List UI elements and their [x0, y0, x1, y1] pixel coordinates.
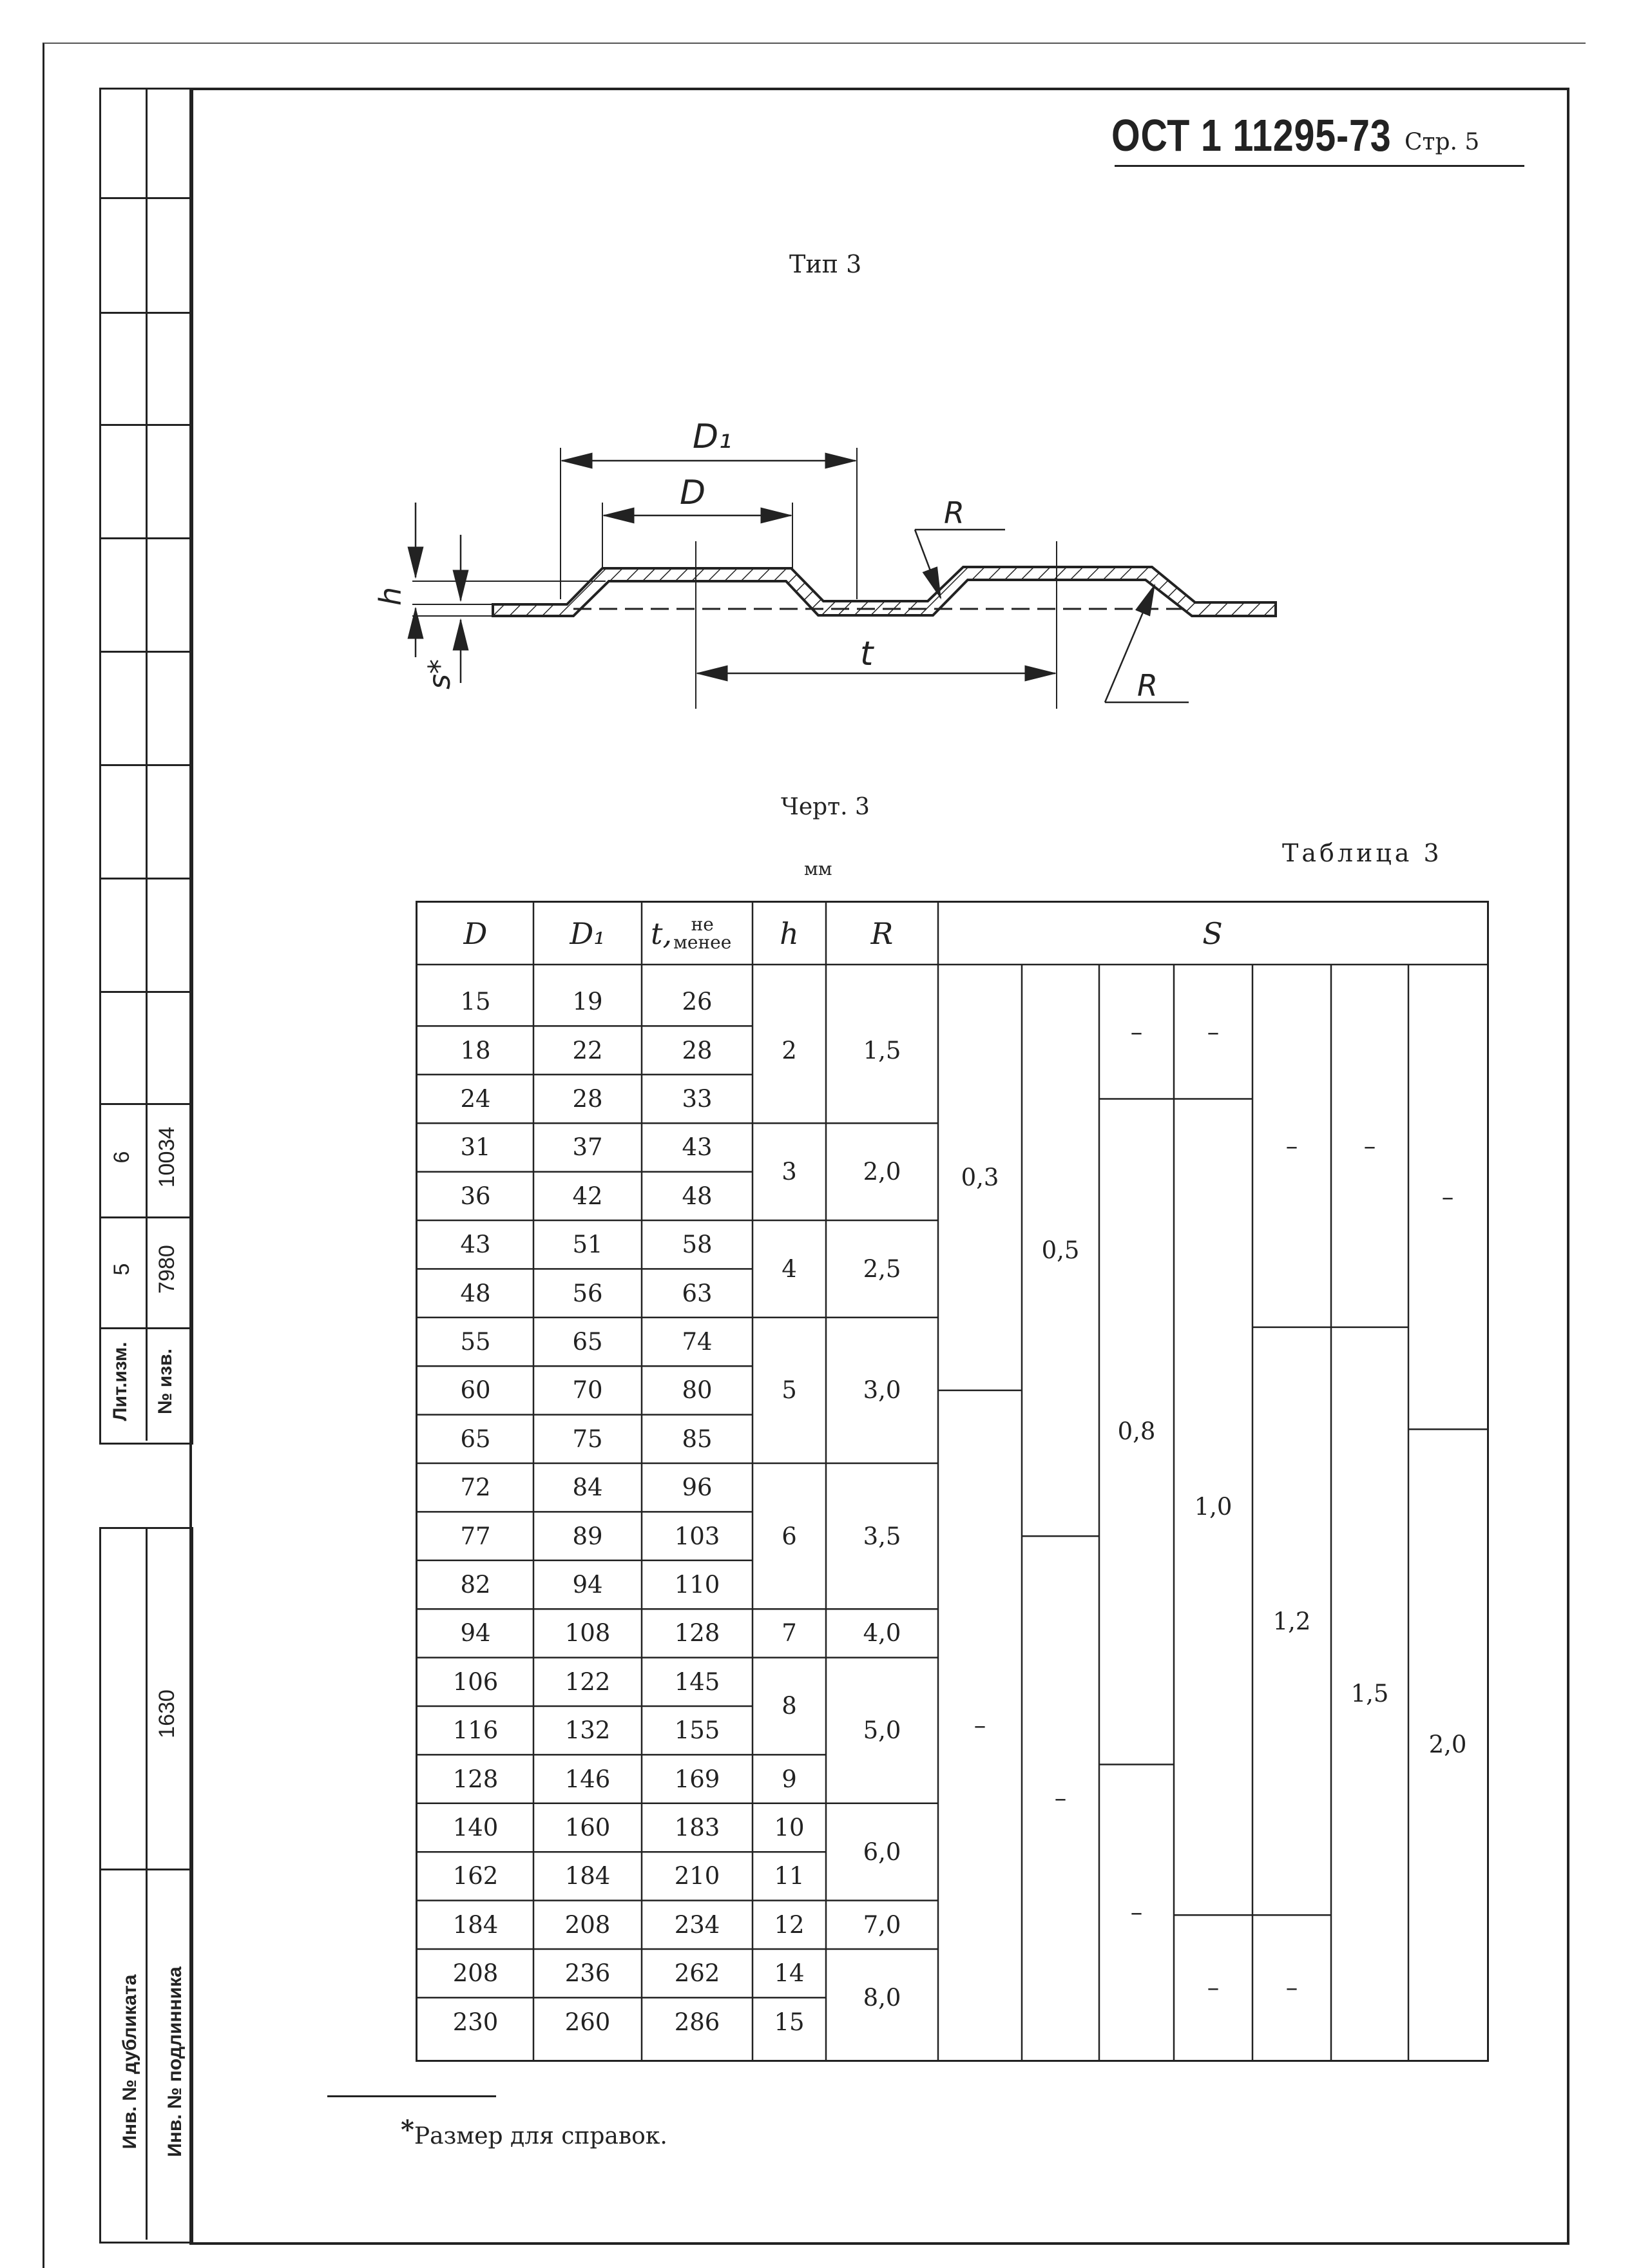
cell-d: 65 [460, 1425, 491, 1453]
strip-divider [146, 1527, 148, 2240]
document-code: ОСТ 1 11295-73 [1111, 110, 1392, 160]
cell-t: 183 [674, 1813, 720, 1841]
cell-d: 162 [452, 1862, 499, 1890]
cell-t: 286 [674, 2008, 720, 2036]
cell-t: 103 [674, 1522, 720, 1550]
strip-cell-line [99, 764, 189, 766]
cell-d: 128 [452, 1765, 499, 1793]
s-value: – [1207, 1017, 1220, 1046]
cell-h: 9 [782, 1765, 797, 1793]
cell-d: 36 [460, 1182, 491, 1210]
s-value: – [1363, 1131, 1376, 1160]
s-value: – [1285, 1131, 1298, 1160]
type-label: Тип 3 [789, 250, 862, 278]
strip-cell-line [99, 312, 189, 314]
s-value: 2,0 [1428, 1731, 1467, 1759]
s-value: 1,5 [1350, 1679, 1389, 1707]
cell-d1: 160 [564, 1813, 611, 1841]
s-value: 0,5 [1041, 1236, 1080, 1265]
cell-d1: 236 [564, 1959, 611, 1988]
strip-cell-line [99, 1216, 189, 1218]
strip-cell-line [99, 1103, 189, 1105]
cell-d1: 70 [572, 1376, 603, 1405]
cell-d1: 51 [572, 1231, 603, 1259]
cell-d: 55 [460, 1327, 491, 1356]
cell-d1: 28 [572, 1084, 603, 1113]
cell-d: 15 [460, 988, 491, 1016]
cell-d: 94 [460, 1619, 491, 1648]
cell-r: 5,0 [863, 1716, 901, 1745]
header-t-note [673, 916, 731, 952]
cell-r: 3,0 [863, 1376, 901, 1405]
cell-h: 14 [774, 1959, 805, 1988]
header-t-symbol: t, [651, 916, 673, 951]
header-t-note-line2: менее [673, 932, 732, 953]
cell-r: 4,0 [863, 1619, 901, 1648]
header-d: D [463, 916, 488, 951]
washer-profile-drawing [361, 387, 1295, 747]
cell-d: 184 [452, 1910, 499, 1939]
cell-d1: 94 [572, 1570, 603, 1599]
header-h: h [780, 916, 799, 951]
cell-r: 6,0 [863, 1838, 901, 1866]
table-label: Таблица 3 [1282, 839, 1443, 867]
inv-original-label: Инв. № подлинника [164, 1966, 186, 2157]
cell-d: 82 [460, 1570, 491, 1599]
lit-izm-label: Лит.изм. [110, 1341, 131, 1421]
cell-t: 210 [674, 1862, 720, 1890]
s-value: – [1441, 1183, 1454, 1211]
dim-r-bottom-label: R [1137, 668, 1158, 703]
cell-t: 74 [682, 1327, 713, 1356]
footnote-mark: * [401, 2115, 414, 2145]
change-col-6: 6 [110, 1151, 134, 1164]
cell-t: 85 [682, 1425, 713, 1453]
cell-d: 31 [460, 1133, 491, 1162]
s-value: 1,2 [1272, 1607, 1311, 1635]
inv-duplicate-label: Инв. № дубликата [119, 1974, 140, 2149]
cell-t: 28 [682, 1036, 713, 1064]
s-value: – [1130, 1898, 1143, 1927]
cell-t: 145 [674, 1667, 720, 1696]
dim-h-label: h [373, 586, 408, 606]
strip-cell-line [99, 197, 189, 199]
cell-r: 7,0 [863, 1910, 901, 1939]
cell-d: 60 [460, 1376, 491, 1405]
cell-d1: 184 [564, 1862, 611, 1890]
cell-h: 8 [782, 1692, 797, 1720]
drawing-caption: Черт. 3 [781, 794, 870, 820]
title-underline [1115, 165, 1524, 167]
cell-d: 18 [460, 1036, 491, 1064]
cell-t: 128 [674, 1619, 720, 1648]
cell-d1: 122 [564, 1667, 611, 1696]
cell-r: 1,5 [863, 1036, 901, 1064]
header-s: S [1202, 916, 1223, 951]
s-value: – [1285, 1974, 1298, 2002]
cell-r: 8,0 [863, 1983, 901, 2012]
s-value: – [1054, 1784, 1067, 1812]
cell-d1: 84 [572, 1474, 603, 1502]
cell-d1: 146 [564, 1765, 611, 1793]
cell-t: 110 [674, 1570, 720, 1599]
cell-d: 230 [452, 2008, 499, 2036]
cell-h: 6 [782, 1522, 797, 1550]
cell-h: 2 [782, 1036, 797, 1064]
doc-num-7980: 7980 [155, 1245, 179, 1294]
s-value: 0,8 [1117, 1418, 1156, 1446]
footnote-rule [327, 2095, 496, 2097]
cell-d: 116 [452, 1716, 499, 1745]
inv-original-number: 1630 [155, 1689, 179, 1738]
cell-d1: 22 [572, 1036, 603, 1064]
cell-d1: 89 [572, 1522, 603, 1550]
cell-h: 11 [774, 1862, 805, 1890]
footnote [401, 2115, 667, 2149]
cell-t: 33 [682, 1084, 713, 1113]
cell-t: 58 [682, 1231, 713, 1259]
cell-r: 3,5 [863, 1522, 901, 1550]
no-izv-label: № изв. [155, 1349, 176, 1414]
strip-cell-line [99, 878, 189, 879]
cell-h: 4 [782, 1254, 797, 1283]
cell-d: 24 [460, 1084, 491, 1113]
cell-d: 72 [460, 1474, 491, 1502]
cell-h: 5 [782, 1376, 797, 1405]
s-value: 0,3 [961, 1163, 999, 1191]
strip-cell-line [99, 537, 189, 539]
s-value: – [1130, 1017, 1143, 1046]
cell-d1: 42 [572, 1182, 603, 1210]
dim-d-label: D [680, 474, 706, 512]
cell-t: 96 [682, 1474, 713, 1502]
header-d1: D₁ [570, 916, 606, 951]
cell-d1: 37 [572, 1133, 603, 1162]
s-value: – [1207, 1974, 1220, 2002]
cell-h: 7 [782, 1619, 797, 1648]
s-value: – [974, 1711, 986, 1739]
dimensions-table [416, 901, 1489, 2062]
cell-d1: 108 [564, 1619, 611, 1648]
strip-cell-line [99, 1327, 189, 1329]
cell-t: 234 [674, 1910, 720, 1939]
cell-t: 63 [682, 1279, 713, 1307]
cell-h: 15 [774, 2008, 805, 2036]
dim-r-top-label: R [944, 495, 964, 530]
cell-d1: 260 [564, 2008, 611, 2036]
cell-d1: 65 [572, 1327, 603, 1356]
cell-t: 169 [674, 1765, 720, 1793]
cell-d: 140 [452, 1813, 499, 1841]
cell-r: 2,5 [863, 1254, 901, 1283]
cell-d: 208 [452, 1959, 499, 1988]
cell-r: 2,0 [863, 1158, 901, 1186]
strip-cell-line [99, 651, 189, 653]
cell-d: 77 [460, 1522, 491, 1550]
header-r: R [870, 916, 894, 951]
cell-d1: 19 [572, 988, 603, 1016]
units-label: мм [804, 858, 832, 879]
change-col-5: 5 [110, 1263, 134, 1276]
dim-t-label: t [860, 635, 874, 673]
cell-d1: 56 [572, 1279, 603, 1307]
cell-t: 48 [682, 1182, 713, 1210]
s-value: 1,0 [1194, 1493, 1233, 1521]
cell-t: 80 [682, 1376, 713, 1405]
cell-h: 10 [774, 1813, 805, 1841]
footnote-text: Размер для справок. [414, 2123, 667, 2149]
header-t-note-line1: не [691, 914, 714, 935]
strip-cell-line [99, 424, 189, 426]
cell-h: 12 [774, 1910, 805, 1939]
strip-cell-line [99, 991, 189, 993]
cell-t: 43 [682, 1133, 713, 1162]
doc-num-10034: 10034 [155, 1126, 179, 1188]
page-number: Стр. 5 [1405, 129, 1480, 155]
cell-d: 43 [460, 1231, 491, 1259]
cell-t: 262 [674, 1959, 720, 1988]
cell-d: 106 [452, 1667, 499, 1696]
strip-cell-line [99, 1869, 189, 1870]
cell-d1: 208 [564, 1910, 611, 1939]
header-t [642, 903, 753, 965]
cell-d1: 75 [572, 1425, 603, 1453]
cell-t: 26 [682, 988, 713, 1016]
cell-t: 155 [674, 1716, 720, 1745]
cell-d1: 132 [564, 1716, 611, 1745]
dim-d1-label: D₁ [693, 418, 732, 456]
cell-d: 48 [460, 1279, 491, 1307]
dim-s-label: s* [422, 659, 457, 689]
cell-h: 3 [782, 1158, 797, 1186]
